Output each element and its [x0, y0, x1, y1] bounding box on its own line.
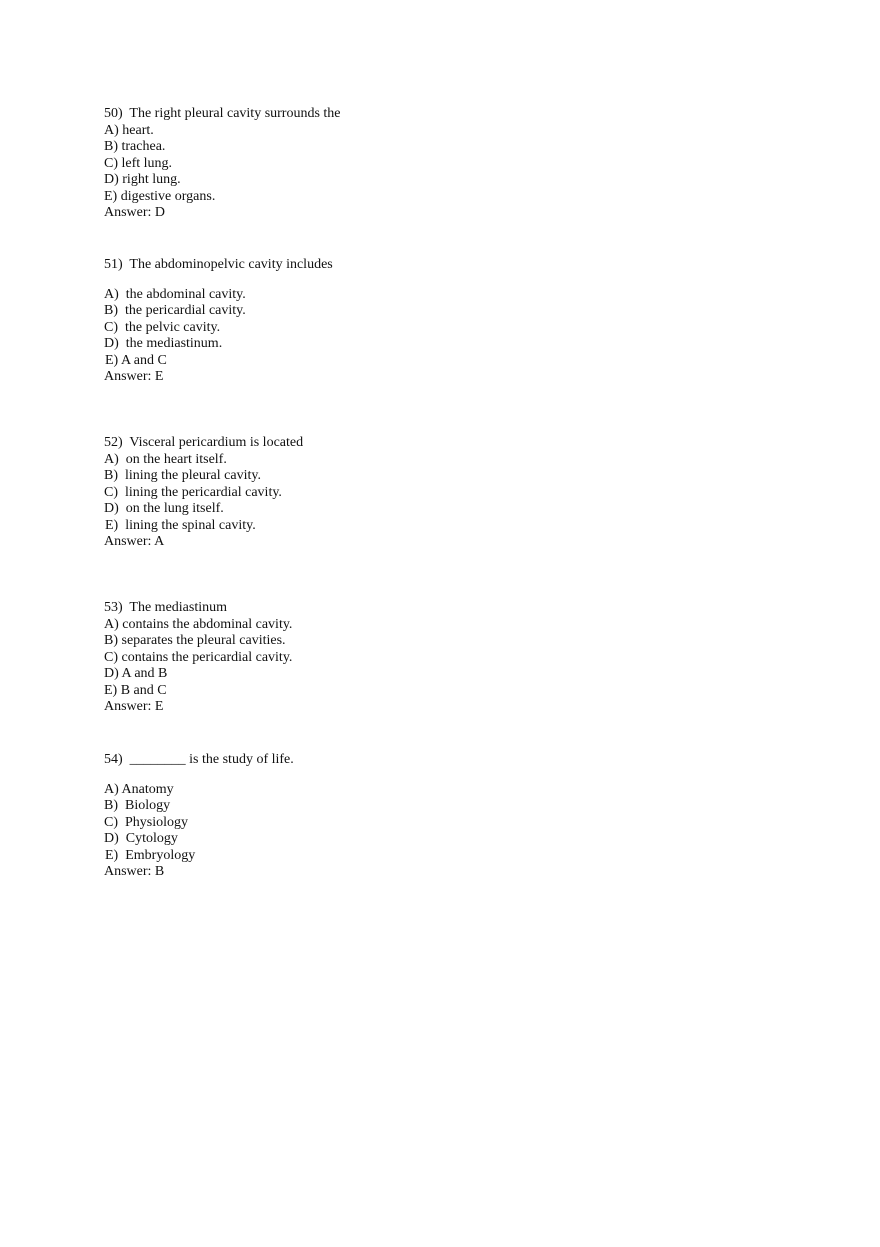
option-b: B) trachea. — [104, 139, 166, 154]
option-d: D) on the lung itself. — [104, 501, 224, 516]
option-e: E) B and C — [104, 682, 167, 698]
option-b: B) the pericardial cavity. — [104, 303, 246, 318]
question-54 — [104, 752, 704, 881]
option-b: B) lining the pleural cavity. — [104, 468, 261, 483]
question-51 — [104, 257, 704, 386]
option-d: D) the mediastinum. — [104, 336, 223, 351]
option-e: E) Embryology — [105, 847, 196, 863]
option-list — [104, 617, 704, 700]
answer-line: Answer: A — [104, 534, 165, 549]
option-list — [104, 452, 704, 535]
answer-line: Answer: B — [104, 864, 165, 879]
option-d: D) right lung. — [104, 172, 181, 187]
option-b: B) separates the pleural cavities. — [104, 633, 286, 648]
option-a: A) on the heart itself. — [104, 451, 227, 467]
option-a: A) Anatomy — [104, 781, 174, 797]
option-list — [104, 123, 704, 206]
question-stem: 50) The right pleural cavity surrounds the — [104, 106, 341, 121]
option-c: C) Physiology — [104, 814, 189, 830]
option-c: C) left lung. — [104, 155, 173, 171]
question-stem: 53) The mediastinum — [104, 600, 227, 615]
option-c: C) contains the pericardial cavity. — [104, 649, 293, 665]
option-e: E) lining the spinal cavity. — [105, 517, 256, 533]
answer-line: Answer: E — [104, 369, 164, 384]
question-53 — [104, 600, 704, 716]
option-list — [104, 782, 704, 865]
option-c: C) lining the pericardial cavity. — [104, 484, 282, 500]
option-c: C) the pelvic cavity. — [104, 319, 221, 335]
option-e: E) A and C — [105, 352, 167, 368]
question-50 — [104, 106, 704, 222]
question-52 — [104, 435, 704, 551]
question-stem: 51) The abdominopelvic cavity includes — [104, 257, 333, 272]
option-a: A) contains the abdominal cavity. — [104, 616, 293, 632]
option-e: E) digestive organs. — [104, 188, 216, 204]
option-a: A) the abdominal cavity. — [104, 286, 246, 302]
option-d: D) Cytology — [104, 831, 178, 846]
question-stem: 54) ________ is the study of life. — [104, 752, 294, 767]
option-a: A) heart. — [104, 122, 154, 138]
answer-line: Answer: D — [104, 205, 166, 220]
option-b: B) Biology — [104, 798, 171, 813]
question-stem: 52) Visceral pericardium is located — [104, 435, 304, 450]
option-d: D) A and B — [104, 666, 168, 681]
option-list — [104, 287, 704, 370]
answer-line: Answer: E — [104, 699, 164, 714]
